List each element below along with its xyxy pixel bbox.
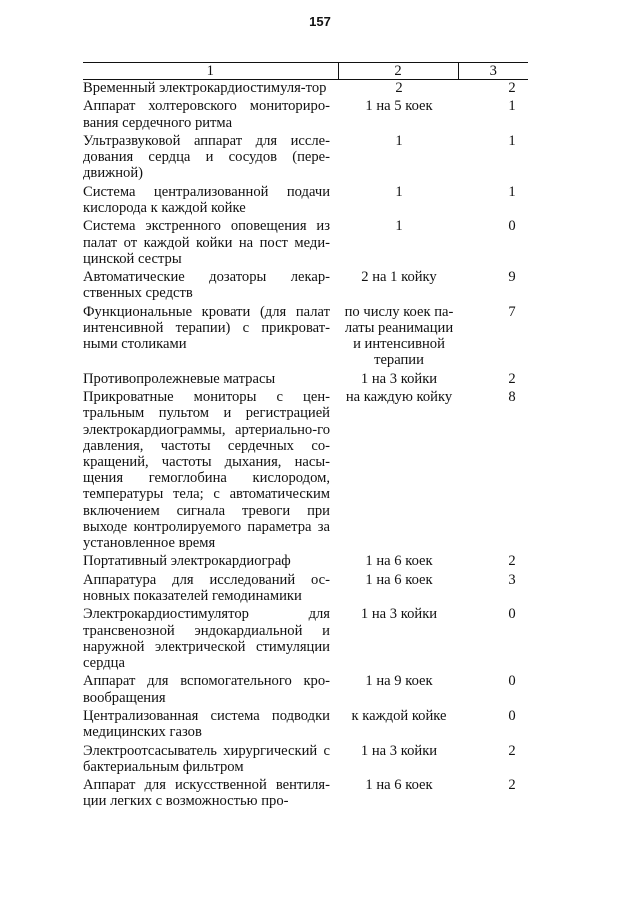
table-row	[83, 184, 528, 219]
equipment-table	[83, 62, 528, 812]
actual-count-cell: 2	[508, 370, 516, 387]
equipment-name-cell: Система централизованной подачи кислорода к каждой койке	[83, 183, 330, 216]
table-row	[83, 218, 528, 269]
table-row	[83, 371, 528, 389]
table-row	[83, 708, 528, 743]
quantity-requirement-cell: 1 на 3 койки	[360, 742, 438, 759]
quantity-requirement-cell: 2	[395, 80, 403, 96]
actual-count-cell: 3	[508, 571, 516, 588]
equipment-name-cell: Электроотсасыватель хирургический с бактериальным фильтром	[83, 742, 330, 775]
equipment-name-cell: Электрокардиостимулятор для трансвенозной эндокардиальной и наружной электрической стимуляции сердца	[83, 606, 330, 671]
table-row	[83, 80, 528, 99]
quantity-requirement-cell: 1 на 6 коек	[365, 777, 433, 794]
quantity-requirement-cell: к каждой койке	[351, 707, 447, 724]
actual-count-cell: 1	[508, 132, 516, 149]
quantity-requirement-cell: 1	[395, 218, 403, 235]
page-number: 157	[309, 14, 331, 29]
quantity-requirement-cell: по числу коек па-латы реанимации и интенсивной терапии	[344, 303, 454, 369]
actual-count-cell: 2	[508, 553, 516, 570]
equipment-name-cell: Централизованная система подводки медицинских газов	[83, 707, 330, 741]
equipment-name-cell: Аппаратура для исследований ос-новных показателей гемодинамики	[83, 571, 330, 604]
quantity-requirement-cell: 1 на 6 коек	[365, 553, 433, 570]
actual-count-cell: 0	[508, 218, 516, 235]
equipment-name-cell: Временный электрокардиостимуля-тор	[83, 80, 327, 96]
quantity-requirement-cell: 2 на 1 койку	[361, 269, 437, 286]
table-header-row	[83, 63, 528, 80]
column-header-name: 1	[83, 63, 338, 80]
table-row	[83, 98, 528, 133]
actual-count-cell: 2	[508, 777, 516, 794]
actual-count-cell: 8	[508, 389, 516, 406]
equipment-name-cell: Система экстренного оповещения из палат от каждой койки на пост меди-цинской сестры	[83, 218, 330, 267]
actual-count-cell: 1	[508, 183, 516, 200]
equipment-name-cell: Аппарат для вспомогательного кро-вообращения	[83, 673, 330, 706]
quantity-requirement-cell: 1	[395, 183, 403, 200]
actual-count-cell: 9	[508, 269, 516, 286]
actual-count-cell: 0	[508, 673, 516, 690]
equipment-name-cell: Портативный электрокардиограф	[83, 553, 291, 570]
table-row	[83, 606, 528, 673]
equipment-name-cell: Ультразвуковой аппарат для иссле-дования сердца и сосудов (пере-движной)	[83, 132, 330, 182]
actual-count-cell: 7	[508, 303, 516, 320]
quantity-requirement-cell: 1 на 6 коек	[365, 571, 433, 588]
table-row	[83, 304, 528, 371]
quantity-requirement-cell: 1 на 9 коек	[365, 673, 433, 690]
table-row	[83, 572, 528, 607]
quantity-requirement-cell: 1 на 3 койки	[360, 370, 438, 387]
quantity-requirement-cell: на каждую койку	[345, 389, 453, 406]
table-row	[83, 389, 528, 553]
actual-count-cell: 0	[508, 606, 516, 623]
quantity-requirement-cell: 1 на 5 коек	[365, 98, 433, 115]
column-header-quantity: 2	[338, 63, 458, 80]
table-row	[83, 777, 528, 812]
table-row	[83, 553, 528, 571]
equipment-name-cell: Противопролежневые матрасы	[83, 370, 276, 387]
actual-count-cell: 1	[508, 98, 516, 115]
column-header-count: 3	[458, 63, 528, 80]
actual-count-cell: 0	[508, 707, 516, 724]
equipment-name-cell: Функциональные кровати (для палат интенсивной терапии) с прикроват-ными столиками	[83, 303, 330, 353]
table-row	[83, 743, 528, 778]
quantity-requirement-cell: 1 на 3 койки	[360, 606, 438, 623]
table-row	[83, 673, 528, 708]
equipment-table-container	[83, 62, 528, 812]
equipment-name-cell: Аппарат для искусственной вентиля-ции легких с возможностью про-	[83, 777, 330, 810]
equipment-name-cell: Автоматические дозаторы лекар-ственных средств	[83, 269, 330, 302]
equipment-name-cell: Аппарат холтеровского мониториро-вания сердечного ритма	[83, 98, 330, 131]
actual-count-cell: 2	[508, 742, 516, 759]
quantity-requirement-cell: 1	[395, 132, 403, 149]
table-row	[83, 269, 528, 304]
actual-count-cell: 2	[508, 80, 516, 96]
equipment-name-cell: Прикроватные мониторы с цен-тральным пультом и регистрацией электрокардиограммы, артериально-го давления, частоты сердечных со-кращений, частоты дыхания, насы-щения гемоглобина кислородом, температуры тела; с автоматическим включением сигнала тревоги при выходе контролируемого параметра за установленное время	[83, 389, 330, 551]
table-row	[83, 133, 528, 184]
